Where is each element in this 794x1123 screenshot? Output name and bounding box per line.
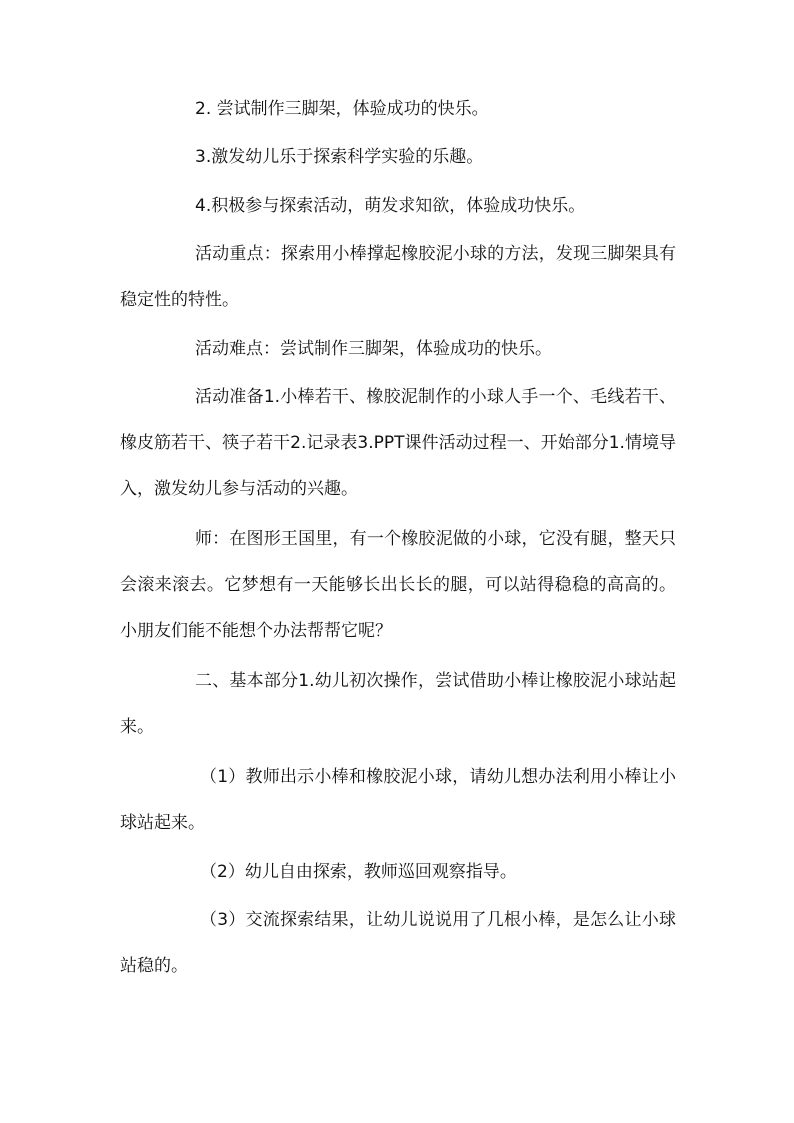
key-point: 活动重点：探索用小棒撑起橡胶泥小球的方法，发现三脚架具有稳定性的特性。: [120, 244, 676, 310]
teacher-dialogue: 师：在图形王国里，有一个橡胶泥做的小球，它没有腿，整天只会滚来滚去。它梦想有一天能够长出长长的腿，可以站得稳稳的高高的。小朋友们能不能想个办法帮帮它呢？: [120, 529, 676, 641]
objective-4: 4.积极参与探索活动，萌发求知欲，体验成功快乐。: [195, 196, 586, 216]
step-1: （1）教师出示小棒和橡胶泥小球，请幼儿想办法利用小棒让小球站起来。: [120, 767, 676, 833]
objective-2: 2. 尝试制作三脚架，体验成功的快乐。: [195, 99, 489, 119]
step-3: （3）交流探索结果，让幼儿说说用了几根小棒，是怎么让小球站稳的。: [120, 910, 676, 976]
step-2: （2）幼儿自由探索，教师巡回观察指导。: [200, 862, 517, 882]
basic-part: 二、基本部分1.幼儿初次操作，尝试借助小棒让橡胶泥小球站起来。: [120, 671, 676, 737]
difficulty: 活动难点：尝试制作三脚架，体验成功的快乐。: [195, 339, 552, 359]
objective-3: 3.激发幼儿乐于探索科学实验的乐趣。: [195, 147, 484, 167]
preparation-and-process: 活动准备1.小棒若干、橡胶泥制作的小球人手一个、毛线若干、橡皮筋若干、筷子若干2.记录表3.PPT课件活动过程一、开始部分1.情境导入，激发幼儿参与活动的兴趣。: [120, 387, 676, 499]
